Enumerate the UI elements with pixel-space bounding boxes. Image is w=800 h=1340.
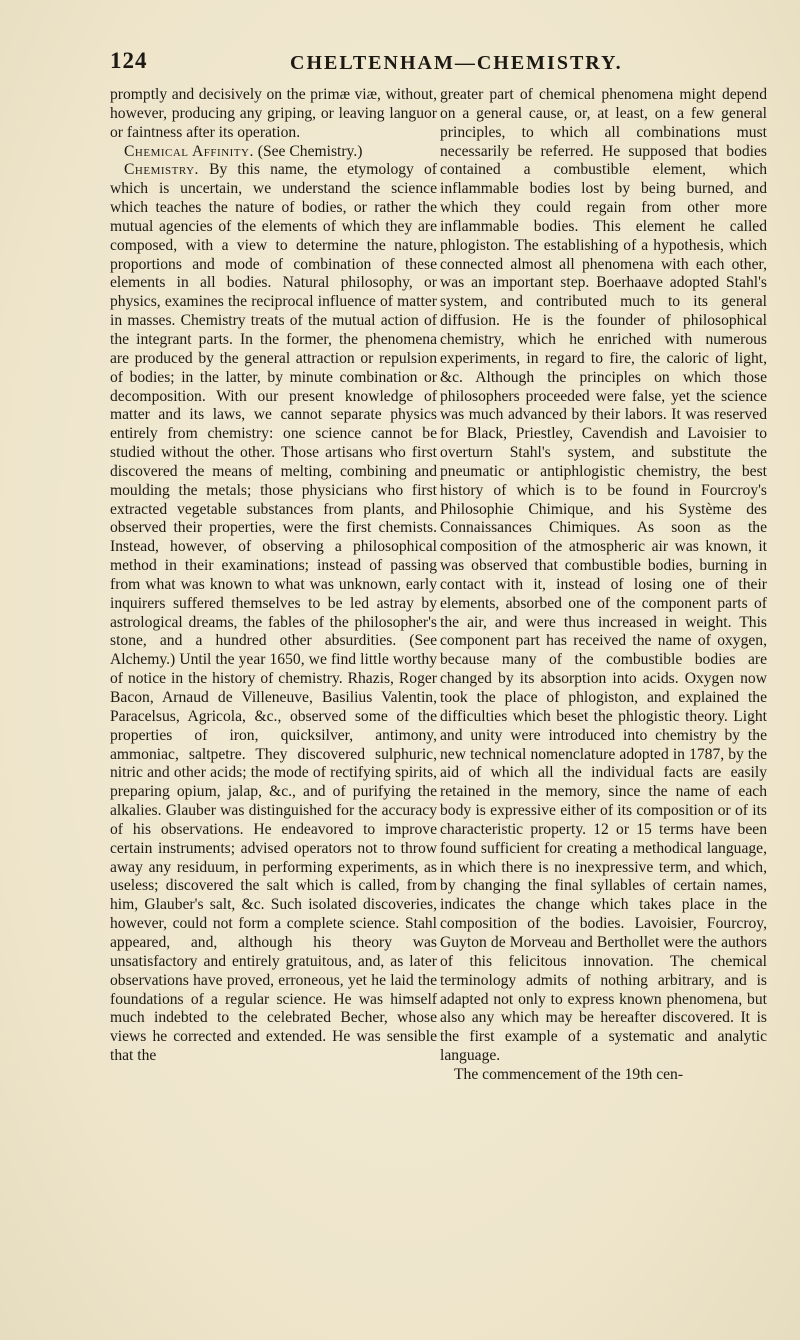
- entry-text: By this name, the etymology of which is uncertain, we understand the science which teaches the nature of bodies, or rather the mutual agencies of the elements of which they are composed, with a view to determine the nature, proportions and mode of combination of these elements in all bodies. Natural philosophy, or physics, examines the reciprocal influence of matter in masses. Chemistry treats of the mutual action of the integrant parts. In the former, the phenomena are produced by the general attraction or repulsion of bodies; in the latter, by minute combination or decomposition. With our present knowledge of matter and its laws, we cannot separate physics entirely from chemistry: one science cannot be studied without the other. Those artisans who first discovered the means of melting, combining and moulding the metals; those physicians who first extracted vegetable substances from plants, and observed their properties, were the first chemists. Instead, however, of observing a philosophical method in their examinations; instead of passing from what was known to what was unknown, early inquirers suffered themselves to be led astray by astrological dreams, the fables of the philosopher's stone, and a hundred other absurdities. (See Alchemy.) Until the year 1650, we find little worthy of notice in the history of chemistry. Rhazis, Roger Bacon, Arnaud de Villeneuve, Basilius Valentin, Paracelsus, Agricola, &c., observed some of the properties of iron, quicksilver, antimony, ammoniac, saltpetre. They discovered sulphuric, nitric and other acids; the mode of rectifying spirits, preparing opium, jalap, &c., and of purifying the alkalies. Glauber was distinguished for the accuracy of his observations. He endeavored to improve certain instruments; advised operators not to throw away any residuum, in performing experiments, as useless; discovered the salt which is called, from him, Glauber's salt, &c. Such isolated discoveries, however, could not form a complete science. Stahl appeared, and, although his theory was unsatisfactory and entirely gratuitous, and, as later observations have proved, erroneous, yet he laid the foundations of a regular science. He was himself much indebted to the celebrated Becher, whose views he corrected and extended. He was sensible that the: [110, 161, 437, 1065]
- running-head: CHELTENHAM—CHEMISTRY.: [290, 52, 623, 74]
- entry-chemical-affinity: [110, 143, 437, 162]
- paragraph: promptly and decisively on the primæ viæ, without, however, producing any griping, or leaving languor or faintness after its operation.: [110, 86, 437, 141]
- right-column: [440, 86, 767, 1085]
- entry-text: (See Chemistry.): [253, 142, 363, 160]
- entry-term: Chemical Affinity.: [124, 142, 254, 160]
- paragraph: greater part of chemical phenomena might depend on a general cause, or, at least, on a few general principles, to which all combinations must necessarily be referred. He supposed that bodies contained a combustible element, which inflammable bodies lost by being burned, and which they could regain from other more inflammable bodies. This element he called phlogiston. The establishing of a hypothesis, which connected almost all phenomena with each other, was an important step. Boerhaave adopted Stahl's system, and contributed much to its general diffusion. He is the founder of philosophical chemistry, which he enriched with numerous experiments, in regard to fire, the caloric of light, &c. Although the principles on which those philosophers proceeded were false, yet the science was much advanced by their labors. It was reserved for Black, Priestley, Cavendish and Lavoisier to overturn Stahl's system, and substitute the pneumatic or antiphlogistic chemistry, the best history of which is to be found in Fourcroy's Philosophie Chimique, and his Système des Connaissances Chimiques. As soon as the composition of the atmospheric air was known, it was observed that combustible bodies, burning in contact with it, instead of losing one of their elements, absorbed one of the component parts of the air, and were thus increased in weight. This component part has received the name of oxygen, because many of the combustible bodies are changed by its absorption into acids. Oxygen now took the place of phlogiston, and explained the difficulties which beset the phlogistic theory. Light and unity were introduced into chemistry by the new technical nomenclature adopted in 1787, by the aid of which all the individual facts are easily retained in the memory, since the name of each body is expressive either of its composition or of its characteristic property. 12 or 15 terms have been found sufficient for creating a methodical language, in which there is no inexpressive term, and which, by changing the final syllables of certain names, indicates the change which takes place in the composition of the bodies. Lavoisier, Fourcroy, Guyton de Morveau and Berthollet were the authors of this felicitous innovation. The chemical terminology admits of nothing arbitrary, and is adapted not only to express known phenomena, but also any which may be hereafter discovered. It is the first example of a systematic and analytic language.: [440, 86, 767, 1065]
- entry-chemistry: [110, 161, 437, 1066]
- left-column: [110, 86, 437, 1066]
- page-header: [110, 48, 770, 82]
- entry-term: Chemistry.: [124, 161, 199, 179]
- paragraph: The commencement of the 19th cen-: [454, 1065, 684, 1083]
- page-number: 124: [110, 48, 148, 73]
